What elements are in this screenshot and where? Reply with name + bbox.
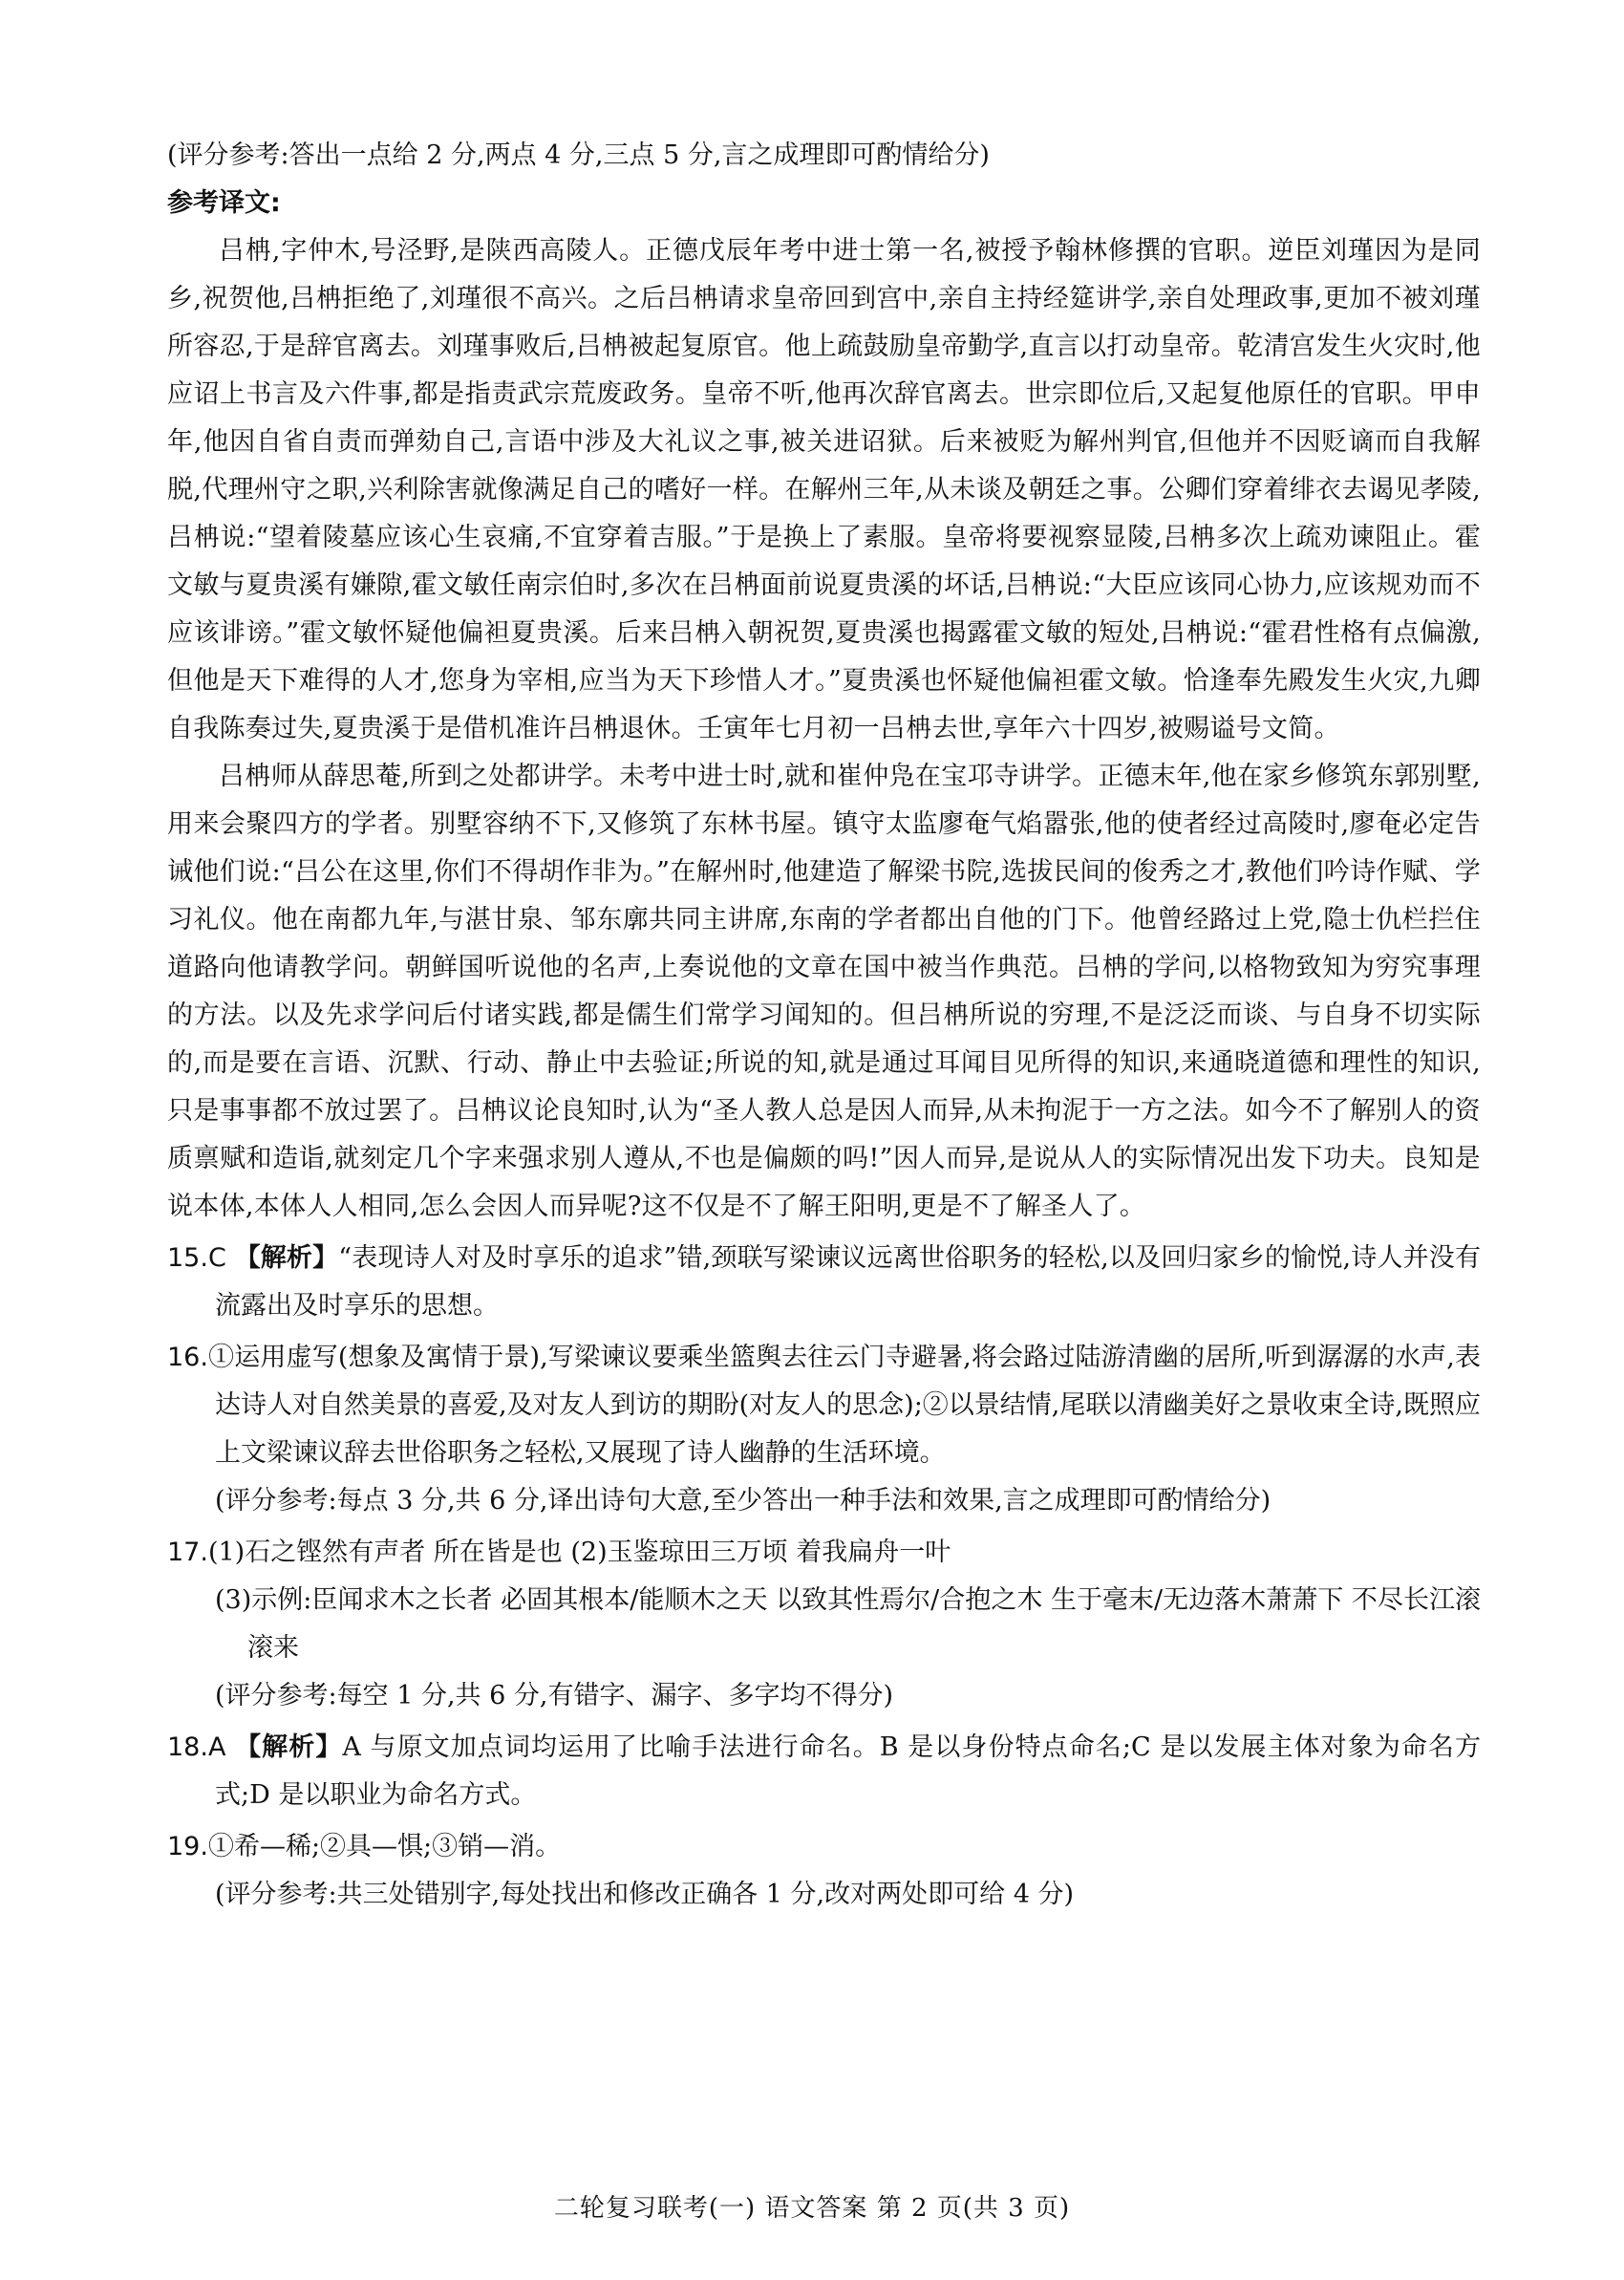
question-17-number: 17.: [167, 1538, 208, 1567]
question-15: [167, 1235, 1481, 1330]
question-17-scoring: (评分参考:每空 1 分,共 6 分,有错字、漏字、多字均不得分): [215, 1681, 894, 1710]
translation-heading: 参考译文:: [167, 188, 281, 218]
question-18-number: 18.A: [167, 1732, 226, 1762]
question-19-answer: ①希—稀;②具—惧;③销—消。: [207, 1832, 562, 1861]
question-17-answer-line2: (3)示例:臣闻求木之长者 必固其根本/能顺木之天 以致其性焉尔/合抱之木 生于毫末/无边落木萧萧下 不尽长江滚滚来: [215, 1585, 1481, 1663]
analysis-tag: 【解析】: [235, 1732, 343, 1762]
question-19-scoring: (评分参考:共三处错别字,每处找出和修改正确各 1 分,改对两处即可给 4 分): [215, 1880, 1075, 1909]
translation-paragraph-1: 吕柟,字仲木,号泾野,是陕西高陵人。正德戊辰年考中进士第一名,被授予翰林修撰的官职。逆臣刘瑾因为是同乡,祝贺他,吕柟拒绝了,刘瑾很不高兴。之后吕柟请求皇帝回到宫中,亲自主持经筵讲学,亲自处理政事,更加不被刘瑾所容忍,于是辞官离去。刘瑾事败后,吕柟被起复原官。他上疏鼓励皇帝勤学,直言以打动皇帝。乾清宫发生火灾时,他应诏上书言及六件事,都是指责武宗荒废政务。皇帝不听,他再次辞官离去。世宗即位后,又起复他原任的官职。甲申年,他因自省自责而弹劾自己,言语中涉及大礼议之事,被关进诏狱。后来被贬为解州判官,但他并不因贬谪而自我解脱,代理州守之职,兴利除害就像满足自己的嗜好一样。在解州三年,从未谈及朝廷之事。公卿们穿着绯衣去谒见孝陵,吕柟说:“望着陵墓应该心生哀痛,不宜穿着吉服。”于是换上了素服。皇帝将要视察显陵,吕柟多次上疏劝谏阻止。霍文敏与夏贵溪有嫌隙,霍文敏任南宗伯时,多次在吕柟面前说夏贵溪的坏话,吕柟说:“大臣应该同心协力,应该规劝而不应该诽谤。”霍文敏怀疑他偏袒夏贵溪。后来吕柟入朝祝贺,夏贵溪也揭露霍文敏的短处,吕柟说:“霍君性格有点偏激,但他是天下难得的人才,您身为宰相,应当为天下珍惜人才。”夏贵溪也怀疑他偏袒霍文敏。恰逢奉先殿发生火灾,九卿自我陈奏过失,夏贵溪于是借机准许吕柟退休。壬寅年七月初一吕柟去世,享年六十四岁,被赐谥号文简。: [167, 236, 1481, 743]
question-18-answer: A 与原文加点词均运用了比喻手法进行命名。B 是以身份特点命名;C 是以发展主体对象为命名方式;D 是以职业为命名方式。: [215, 1732, 1481, 1810]
question-16-scoring: (评分参考:每点 3 分,共 6 分,译出诗句大意,至少答出一种手法和效果,言之成理即可酌情给分): [215, 1486, 1271, 1516]
page-footer: 二轮复习联考(一) 语文答案 第 2 页(共 3 页): [553, 2194, 1071, 2223]
question-19-number: 19.: [167, 1832, 208, 1861]
question-16: [167, 1334, 1481, 1477]
scoring-note-top: (评分参考:答出一点给 2 分,两点 4 分,三点 5 分,言之成理即可酌情给分): [167, 140, 990, 170]
question-15-number: 15.C: [167, 1243, 226, 1273]
analysis-tag: 【解析】: [234, 1243, 339, 1273]
question-19: [167, 1823, 1481, 1871]
question-16-answer: ①运用虚写(想象及寓情于景),写梁谏议要乘坐篮舆去往云门寺避暑,将会路过陆游清幽的居所,听到潺潺的水声,表达诗人对自然美景的喜爱,及对友人到访的期盼(对友人的思念);②以景结情,尾联以清幽美好之景收束全诗,既照应上文梁谏议辞去世俗职务之轻松,又展现了诗人幽静的生活环境。: [207, 1343, 1481, 1468]
question-15-answer: “表现诗人对及时享乐的追求”错,颈联写梁谏议远离世俗职务的轻松,以及回归家乡的愉悦,诗人并没有流露出及时享乐的思想。: [215, 1243, 1481, 1321]
translation-paragraph-2: 吕柟师从薛思菴,所到之处都讲学。未考中进士时,就和崔仲凫在宝邛寺讲学。正德末年,他在家乡修筑东郭别墅,用来会聚四方的学者。别墅容纳不下,又修筑了东林书屋。镇守太监廖奄气焰嚣张,他的使者经过高陵时,廖奄必定告诫他们说:“吕公在这里,你们不得胡作非为。”在解州时,他建造了解梁书院,选拔民间的俊秀之才,教他们吟诗作赋、学习礼仪。他在南都九年,与湛甘泉、邹东廓共同主讲席,东南的学者都出自他的门下。他曾经路过上党,隐士仇栏拦住道路向他请教学问。朝鲜国听说他的名声,上奏说他的文章在国中被当作典范。吕柟的学问,以格物致知为穷究事理的方法。以及先求学问后付诸实践,都是儒生们常学习闻知的。但吕柟所说的穷理,不是泛泛而谈、与自身不切实际的,而是要在言语、沉默、行动、静止中去验证;所说的知,就是通过耳闻目见所得的知识,来通晓道德和理性的知识,只是事事都不放过罢了。吕柟议论良知时,认为“圣人教人总是因人而异,从未拘泥于一方之法。如今不了解别人的资质禀赋和造诣,就刻定几个字来强求别人遵从,不也是偏颇的吗!”因人而异,是说从人的实际情况出发下功夫。良知是说本体,本体人人相同,怎么会因人而异呢?这不仅是不了解王阳明,更是不了解圣人了。: [167, 762, 1481, 1221]
question-17-answer-line1: (1)石之铿然有声者 所在皆是也 (2)玉鉴琼田三万顷 着我扁舟一叶: [207, 1538, 951, 1567]
question-16-number: 16.: [167, 1343, 208, 1372]
question-17: [167, 1529, 1481, 1577]
question-18: [167, 1724, 1481, 1819]
